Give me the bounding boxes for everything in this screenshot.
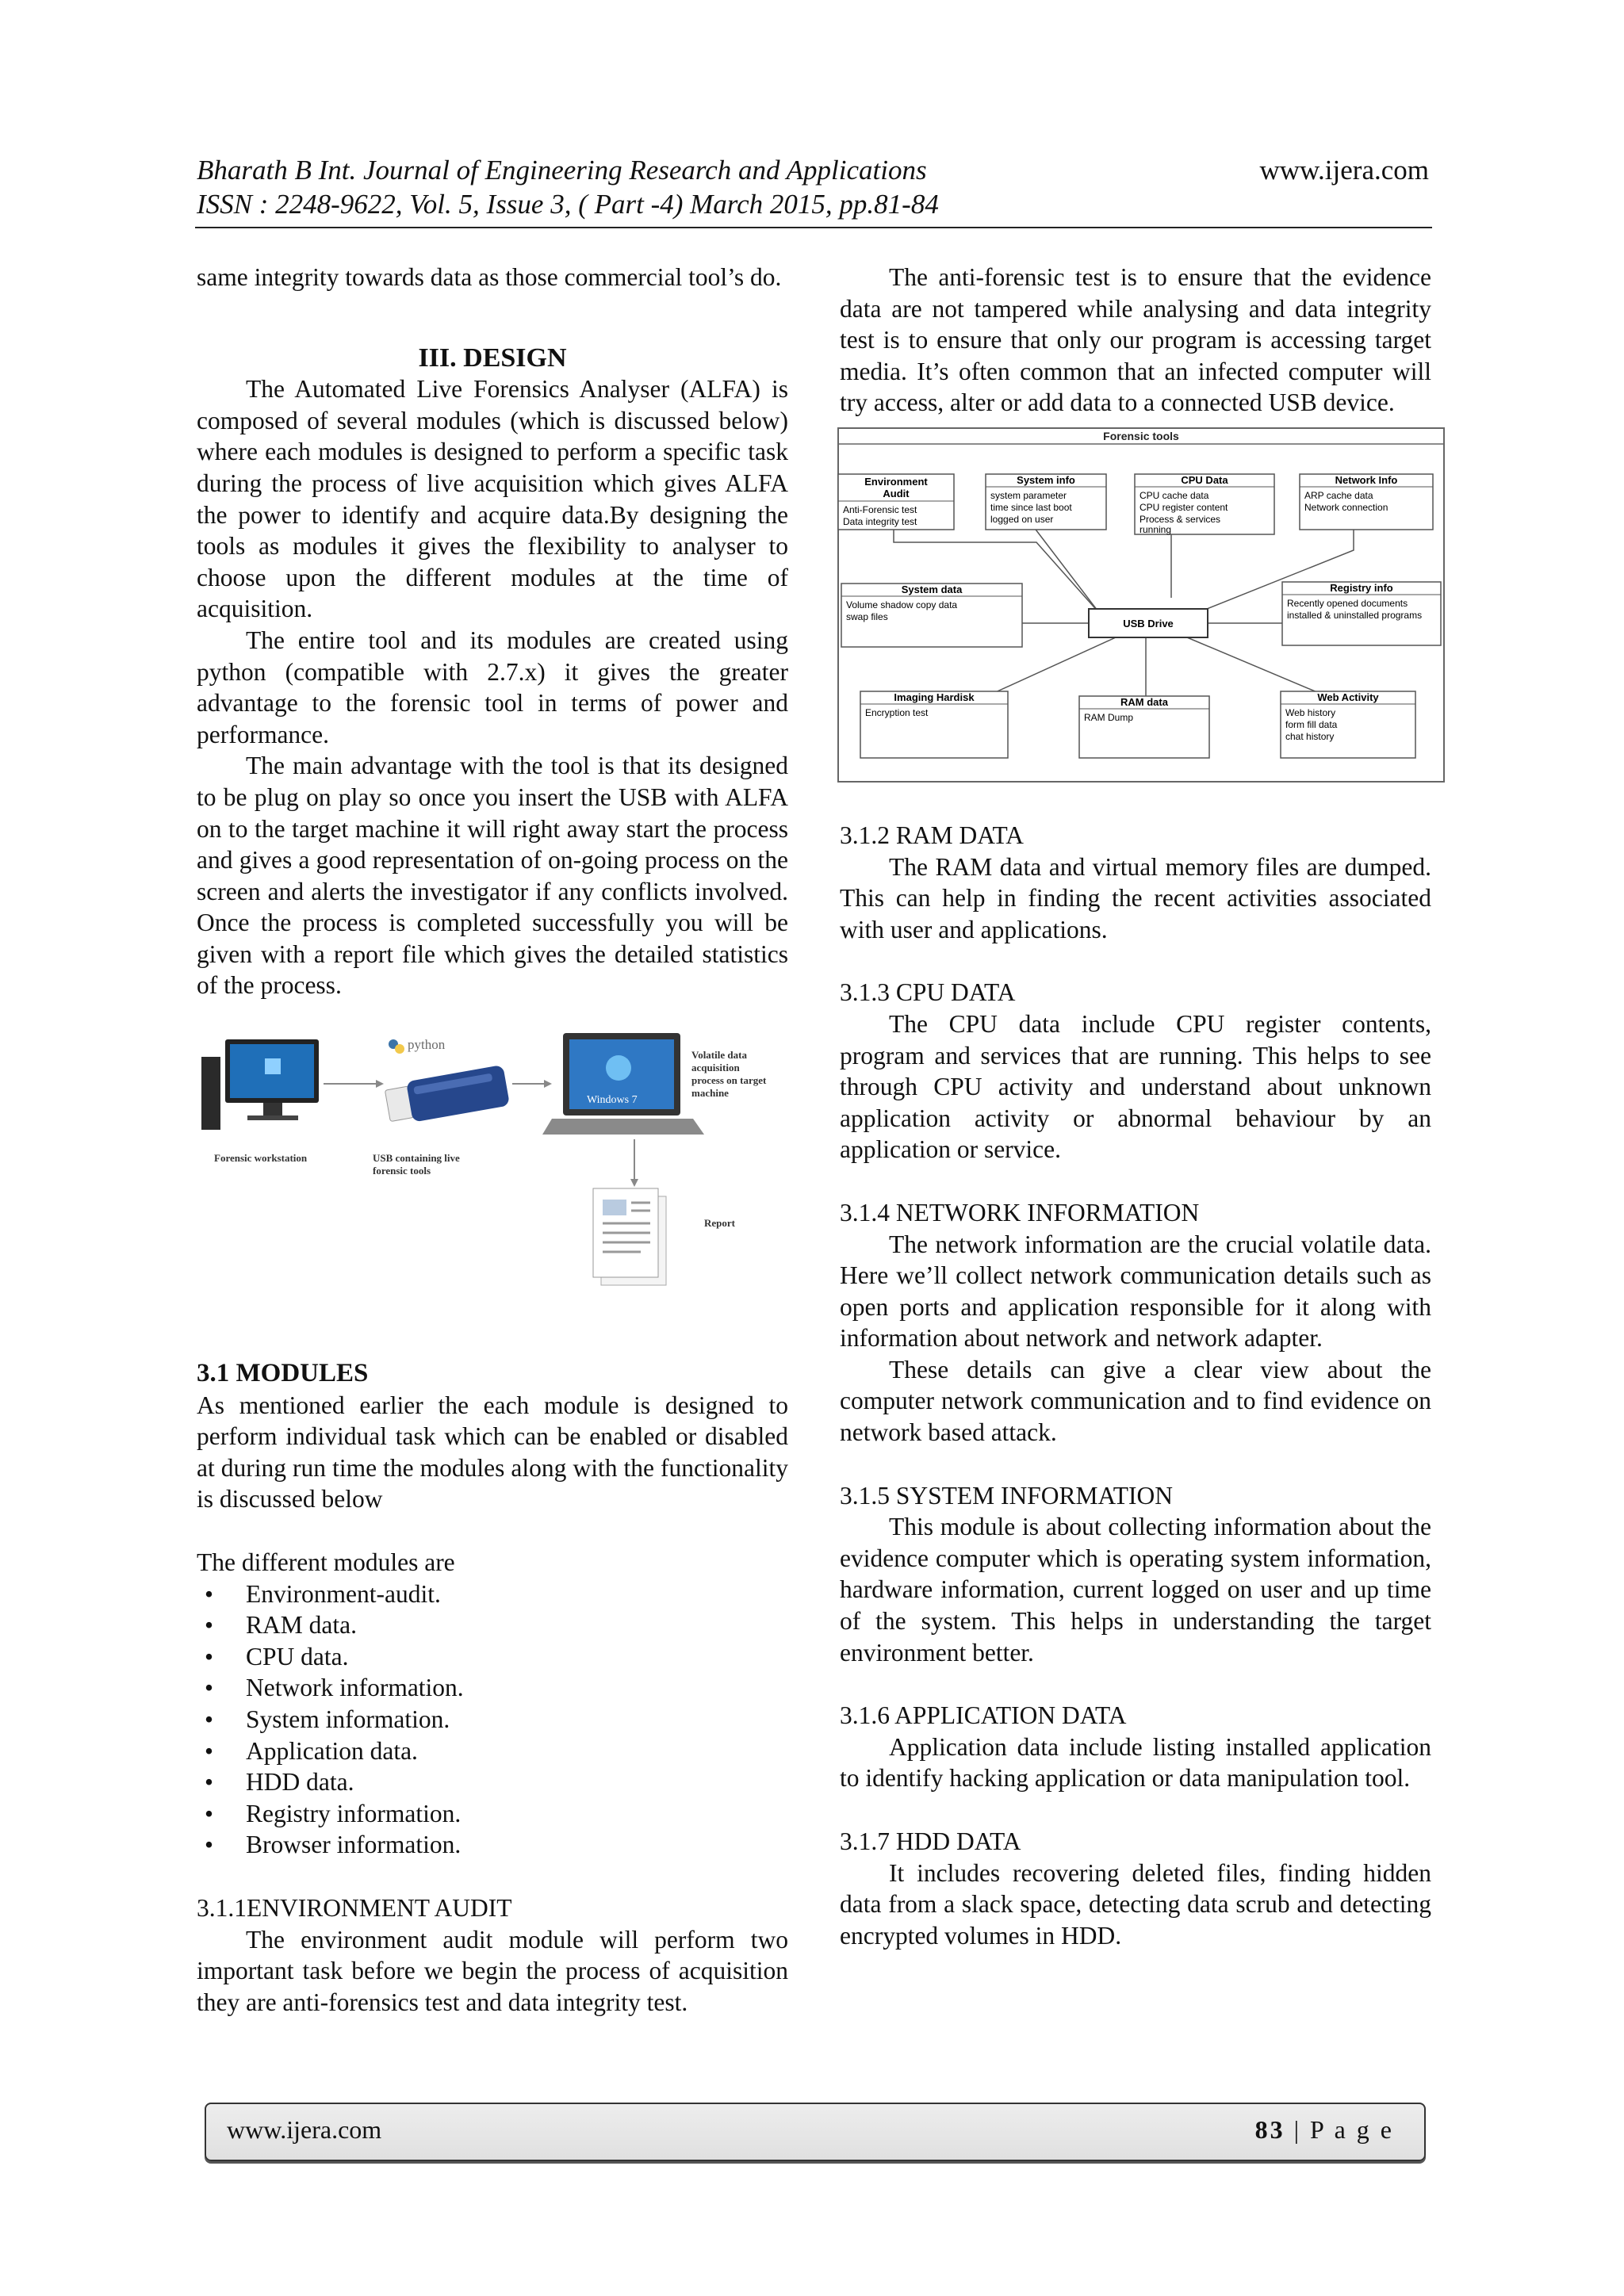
svg-text:Network connection: Network connection [1304, 501, 1388, 513]
left-column [197, 262, 788, 2018]
report-document-icon [593, 1188, 666, 1285]
system-data-box [841, 584, 1022, 647]
system-info-box [986, 474, 1106, 530]
system-info-paragraph: This module is about collecting information about the evidence computer which is operating system information, hardware information, current logged on user and up time of the system. This helps in understanding the target environment better. [840, 1513, 1431, 1667]
cpu-data-box [1135, 474, 1274, 535]
usb-stick-icon [384, 1065, 510, 1127]
journal-citation: Bharath B Int. Journal of Engineering Research and Applications [197, 155, 927, 186]
registry-info-box [1282, 582, 1441, 645]
svg-text:Registry info: Registry info [1330, 581, 1393, 594]
journal-url: www.ijera.com [1259, 155, 1429, 186]
svg-text:Web history: Web history [1285, 706, 1336, 718]
svg-text:Process & services: Process & services [1139, 513, 1221, 525]
workstation-label: Forensic workstation [214, 1152, 308, 1165]
list-item: • Browser information. [197, 1829, 788, 1861]
list-item: • Environment-audit. [197, 1578, 788, 1610]
network-info-box [1300, 474, 1433, 530]
hdd-heading: 3.1.7 HDD DATA [840, 1827, 1021, 1855]
env-audit-box [838, 474, 954, 530]
list-item: • Network information. [197, 1672, 788, 1704]
svg-text:chat history: chat history [1285, 730, 1335, 742]
network-paragraph-1: The network information are the crucial volatile data. Here we’ll collect network communication details such as open ports and application responsible for it along with information about network and network adapter. [840, 1230, 1431, 1353]
page-number [1255, 2115, 1394, 2145]
svg-text:system parameter: system parameter [990, 489, 1067, 501]
svg-text:Network Info: Network Info [1335, 473, 1398, 486]
list-item: • RAM data. [197, 1609, 788, 1641]
list-item: • CPU data. [197, 1641, 788, 1673]
application-paragraph: Application data include listing installed application to identify hacking application or data manipulation tool. [840, 1732, 1431, 1793]
svg-text:installed & uninstalled progra: installed & uninstalled programs [1287, 609, 1423, 621]
anti-forensic-paragraph: The anti-forensic test is to ensure that the evidence data are not tampered while analysing and data integrity test is to ensure that only our program is accessing target media. It’s often common that an infected computer will try access, alter or add data to a connected USB device. [840, 263, 1431, 417]
pc-tower-icon [201, 1057, 220, 1130]
modules-list-intro: The different modules are [197, 1548, 455, 1577]
svg-text:Environment: Environment [864, 475, 928, 488]
application-heading: 3.1.6 APPLICATION DATA [840, 1701, 1127, 1730]
cpu-heading: 3.1.3 CPU DATA [840, 978, 1016, 1007]
hdd-paragraph: It includes recovering deleted files, finding hidden data from a slack space, detecting data scrub and detecting encrypted volumes in HDD. [840, 1858, 1431, 1950]
svg-text:System data: System data [901, 583, 963, 595]
design-paragraph-3: The main advantage with the tool is that its designed to be plug on play so once you insert the USB with ALFA on to the target machine it will right away start the process and gives a good representation of on-going process on the screen and alerts the investigator if any conflicts involved. Once the process is completed successfully you will be given with a report file which gives the detailed statistics of the process. [197, 752, 788, 1000]
python-logo-icon [389, 1039, 404, 1054]
svg-text:Imaging Hardisk: Imaging Hardisk [894, 691, 975, 703]
network-heading: 3.1.4 NETWORK INFORMATION [840, 1198, 1200, 1226]
page-footer [205, 2103, 1426, 2161]
svg-text:Anti-Forensic test: Anti-Forensic test [843, 503, 917, 515]
list-item: • HDD data. [197, 1766, 788, 1798]
svg-text:running: running [1139, 523, 1172, 535]
svg-text:USB Drive: USB Drive [1123, 617, 1174, 629]
diagram-title: Forensic tools [1103, 429, 1179, 442]
env-audit-heading: 3.1.1ENVIRONMENT AUDIT [197, 1893, 512, 1922]
web-activity-box [1281, 691, 1415, 758]
design-paragraph-1: The Automated Live Forensics Analyser (ALFA) is composed of several modules (which is discussed below) where each modules is designed to perform a specific task during the process of live acquisition which gives ALFA the power to identify and acquire data.By designing the tools as modules it gives the flexibility to analyser to choose upon the different modules at the time of acquisition. [197, 375, 788, 623]
header-rule [195, 227, 1432, 228]
usb-drive-box [1089, 609, 1208, 637]
modules-heading: 3.1 MODULES [197, 1359, 369, 1388]
issn-line: ISSN : 2248-9622, Vol. 5, Issue 3, ( Part -4) March 2015, pp.81-84 [197, 189, 939, 220]
system-info-heading: 3.1.5 SYSTEM INFORMATION [840, 1481, 1174, 1510]
python-label: python [408, 1037, 446, 1053]
modules-paragraph: As mentioned earlier the each module is designed to perform individual task which can be enabled or disabled at during run time the modules along with the functionality is discussed below [197, 1391, 788, 1513]
svg-text:Web Activity: Web Activity [1317, 691, 1379, 703]
page-label: | P a g e [1285, 2115, 1394, 2144]
intro-paragraph: same integrity towards data as those commercial tool’s do. [197, 263, 782, 291]
ram-heading: 3.1.2 RAM DATA [840, 821, 1024, 849]
imaging-hardisk-box [860, 691, 1008, 758]
svg-text:Encryption test: Encryption test [865, 706, 929, 718]
cpu-paragraph: The CPU data include CPU register contents, program and services that are running. This helps to see through CPU activity and understand about unknown application activity or abnormal behaviour by an application or service. [840, 1009, 1431, 1164]
design-heading: III. DESIGN [418, 342, 567, 373]
forensic-tools-diagram [830, 423, 1449, 788]
svg-text:form fill data: form fill data [1285, 718, 1338, 730]
report-label: Report [704, 1217, 735, 1230]
windows-label: Windows 7 [587, 1094, 638, 1107]
svg-text:time since last boot: time since last boot [990, 501, 1072, 513]
svg-text:Volume shadow copy data: Volume shadow copy data [846, 599, 958, 610]
list-item: • System information. [197, 1704, 788, 1735]
footer-url: www.ijera.com [227, 2115, 382, 2144]
svg-text:RAM data: RAM data [1120, 695, 1168, 708]
workflow-figure [197, 1033, 788, 1334]
design-paragraph-2: The entire tool and its modules are created using python (compatible with 2.7.x) it gives the greater advantage to the forensic tool in terms of power and performance. [197, 626, 788, 748]
ram-data-box [1079, 696, 1209, 758]
svg-text:CPU cache data: CPU cache data [1139, 489, 1209, 501]
svg-text:RAM Dump: RAM Dump [1084, 711, 1134, 723]
network-paragraph-2: These details can give a clear view about the computer network communication and to find evidence on network based attack. [840, 1355, 1431, 1447]
svg-text:swap files: swap files [846, 610, 888, 622]
modules-list [197, 1578, 788, 1861]
workflow-svg [197, 1033, 788, 1334]
env-audit-paragraph: The environment audit module will perform two important task before we begin the process of acquisition they are anti-forensics test and data integrity test. [197, 1925, 788, 2016]
ram-paragraph: The RAM data and virtual memory files are dumped. This can help in finding the recent activities associated with user and applications. [840, 852, 1431, 943]
laptop-icon [542, 1033, 704, 1135]
page-number-value: 83 [1254, 2115, 1285, 2144]
svg-text:logged on user: logged on user [990, 513, 1054, 525]
right-column [840, 262, 1431, 1951]
svg-text:CPU Data: CPU Data [1181, 473, 1228, 486]
list-item: • Application data. [197, 1735, 788, 1767]
usb-label: USB containing live forensic tools [373, 1152, 460, 1177]
svg-text:System info: System info [1017, 473, 1075, 486]
monitor-icon [225, 1039, 319, 1120]
list-item: • Registry information. [197, 1798, 788, 1830]
svg-text:Audit: Audit [883, 487, 910, 499]
svg-text:Volatile data acquisit: Volatile data acquisition process on target machine [691, 1049, 767, 1100]
svg-text:Recently opened documents: Recently opened documents [1287, 597, 1408, 609]
svg-text:ARP cache data: ARP cache data [1304, 489, 1373, 501]
diagram-svg [830, 423, 1449, 788]
svg-text:CPU register content: CPU register content [1139, 501, 1228, 513]
svg-text:Data integrity test: Data integrity test [843, 515, 917, 527]
